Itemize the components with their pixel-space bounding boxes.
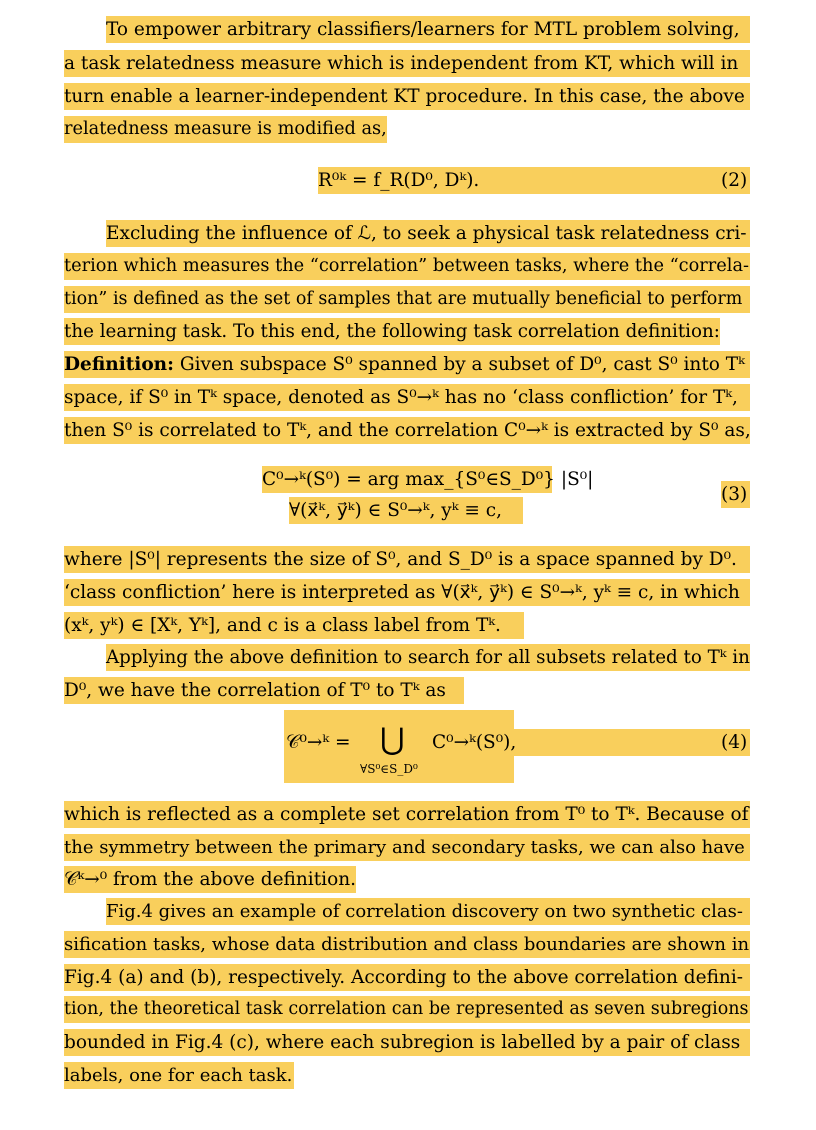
union-symbol: ⋃	[380, 722, 405, 757]
equation-4-highlight-right	[514, 729, 750, 756]
paragraph5-line-1: which is reflected as a complete set correlation from T⁰ to Tᵏ. Because of	[64, 801, 750, 828]
definition-line-1	[64, 351, 750, 378]
paragraph6-line-4: tion, the theoretical task correlation can be represented as seven subregions	[64, 996, 750, 1023]
paragraph6-line-5: bounded in Fig.4 (c), where each subregion is labelled by a pair of class	[64, 1029, 750, 1056]
equation-3-line-1: C⁰→ᵏ(S⁰) = arg max_{S⁰∈S_D⁰} |S⁰|	[262, 466, 552, 493]
definition-text-1: Given subspace S⁰ spanned by a subset of D⁰, cast S⁰ into Tᵏ	[179, 354, 745, 375]
definition-line-2: space, if S⁰ in Tᵏ space, denoted as S⁰→ᵏ has no ‘class confliction’ for Tᵏ,	[64, 384, 750, 411]
paragraph6-line-1: Fig.4 gives an example of correlation discovery on two synthetic clas-	[106, 898, 750, 925]
paragraph4-line-2: D⁰, we have the correlation of T⁰ to Tᵏ as	[64, 677, 464, 704]
paragraph6-line-6: labels, one for each task.	[64, 1062, 294, 1089]
paragraph2-line-4: the learning task. To this end, the following task correlation definition:	[64, 318, 720, 345]
equation-4-lhs: 𝒞⁰→ᵏ =	[286, 732, 351, 753]
equation-4-union-index: ∀S⁰∈S_D⁰	[360, 762, 418, 776]
equation-4-number: (4)	[721, 732, 748, 753]
equation-3-line-2: ∀(x⃗ᵏ, y⃗ᵏ) ∈ S⁰→ᵏ, yᵏ ≡ c,	[289, 497, 523, 524]
equation-4-rhs: C⁰→ᵏ(S⁰),	[432, 732, 517, 753]
paragraph1-line-2: a task relatedness measure which is independent from KT, which will in	[64, 50, 750, 77]
paragraph2-line-1: Excluding the influence of ℒ, to seek a physical task relatedness cri-	[106, 220, 750, 247]
paragraph6-line-2: sification tasks, whose data distribution and class boundaries are shown in	[64, 931, 750, 958]
paragraph5-line-3: 𝒞ᵏ→⁰ from the above definition.	[64, 866, 356, 893]
equation-2-body: R⁰ᵏ = f_R(D⁰, Dᵏ).	[318, 170, 480, 191]
paragraph1-line-1: To empower arbitrary classifiers/learners for MTL problem solving,	[106, 16, 750, 43]
paragraph3-line-3: (xᵏ, yᵏ) ∈ [Xᵏ, Yᵏ], and c is a class label from Tᵏ.	[64, 612, 524, 639]
paragraph3-line-1: where |S⁰| represents the size of S⁰, and S_D⁰ is a space spanned by D⁰.	[64, 546, 750, 573]
paragraph5-line-2: the symmetry between the primary and secondary tasks, we can also have	[64, 834, 750, 861]
definition-label: Definition:	[64, 354, 174, 375]
equation-2-number: (2)	[721, 170, 748, 191]
definition-line-3: then S⁰ is correlated to Tᵏ, and the correlation C⁰→ᵏ is extracted by S⁰ as,	[64, 417, 750, 444]
paragraph4-line-1: Applying the above definition to search for all subsets related to Tᵏ in	[106, 644, 750, 671]
equation-2	[318, 167, 750, 194]
paragraph1-line-4: relatedness measure is modified as,	[64, 116, 387, 143]
paragraph3-line-2: ‘class confliction’ here is interpreted as ∀(x⃗ᵏ, y⃗ᵏ) ∈ S⁰→ᵏ, yᵏ ≡ c, in which	[64, 579, 750, 606]
paragraph1-line-3: turn enable a learner-independent KT procedure. In this case, the above	[64, 83, 750, 110]
paragraph2-line-2: terion which measures the “correlation” between tasks, where the “correla-	[64, 253, 750, 280]
paragraph6-line-3: Fig.4 (a) and (b), respectively. According to the above correlation defini-	[64, 964, 750, 991]
equation-3-number: (3)	[721, 481, 750, 508]
paragraph2-line-3: tion” is defined as the set of samples that are mutually beneficial to perform	[64, 286, 750, 313]
